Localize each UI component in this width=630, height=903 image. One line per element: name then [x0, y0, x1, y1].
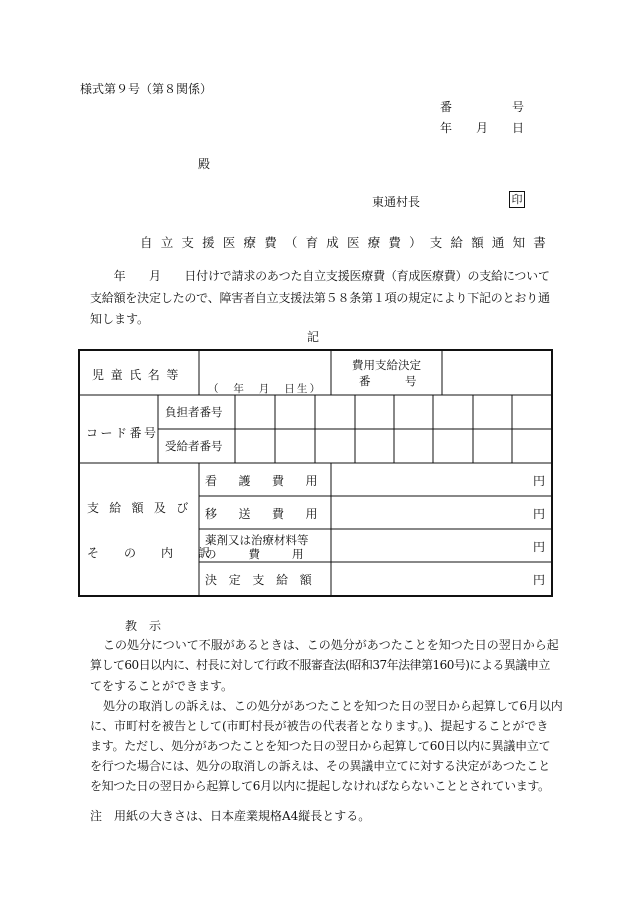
breakdown-label-1: 支給額及び — [87, 501, 199, 515]
nursing-cost-unit: 円 — [533, 474, 546, 488]
document-number-label: 番 号 — [440, 100, 525, 114]
decided-amount-unit: 円 — [533, 573, 546, 587]
notice-p2-line-5: を知つた日の翌日から起算して6月以内に提起しなければならないこととされています。 — [90, 779, 550, 793]
transport-cost-unit: 円 — [533, 507, 546, 521]
paper-size-note: 注 用紙の大きさは、日本産業規格A4縦長とする。 — [90, 809, 371, 823]
form-label: 様式第９号（第８関係） — [80, 82, 213, 96]
notice-p2-line-1: 処分の取消しの訴えは、この処分があつたことを知つた日の翌日から起算して6月以内 — [103, 699, 563, 713]
ki-label: 記 — [307, 330, 320, 344]
payer-number-label: 負担者番号 — [165, 405, 223, 419]
nursing-cost-label: 看護費用 — [205, 474, 340, 488]
breakdown-label-2: その内訳 — [87, 546, 236, 560]
cost-number-label-1: 費用支給決定 — [352, 358, 421, 372]
issuer-name: 東通村長 — [372, 195, 421, 209]
issue-date-label: 年 月 日 — [440, 121, 525, 135]
recipient-number-label: 受給者番号 — [165, 439, 223, 453]
intro-line-1: 年 月 日付けで請求のあつた自立支援医療費（育成医療費）の支給について — [90, 269, 550, 283]
cost-number-label-2: 番 号 — [359, 374, 417, 388]
child-name-label: 児童氏名等 — [92, 368, 186, 382]
notice-heading: 教 示 — [125, 619, 162, 633]
seal-mark: 印 — [509, 191, 525, 208]
medicine-cost-unit: 円 — [533, 540, 546, 554]
intro-line-3: 知します。 — [90, 312, 150, 326]
notice-p1-line-1: この処分について不服があるときは、この処分があつたことを知つた日の翌日から起 — [103, 638, 559, 652]
notice-p1-line-2: 算して60日以内に、村長に対して行政不服審査法(昭和37年法律第160号)による異議申立 — [90, 658, 550, 672]
transport-cost-label: 移送費用 — [205, 507, 340, 521]
addressee-suffix: 殿 — [198, 157, 211, 171]
notice-p1-line-3: てをすることができます。 — [90, 679, 234, 693]
notice-p2-line-4: を行つた場合には、処分の取消しの訴えは、その異議申立てに対する決定があつたこと — [90, 759, 551, 773]
birth-date-label: （ 年 月 日生） — [208, 383, 323, 395]
medicine-cost-label-2: の費用 — [205, 547, 336, 561]
notice-p2-line-3: ます。ただし、処分があつたことを知つた日の翌日から起算して60日以内に異議申立て — [90, 739, 551, 753]
notice-p2-line-2: に、市町村を被告として(市町村長が被告の代表者となります。)、提起することができ — [90, 719, 549, 733]
intro-line-2: 支給額を決定したので、障害者自立支援法第５８条第１項の規定により下記のとおり通 — [90, 291, 550, 305]
document-title: 自立支援医療費（育成医療費）支給額通知書 — [140, 235, 555, 250]
code-number-label: コード番号 — [86, 426, 159, 440]
medicine-cost-label-1: 薬剤又は治療材料等 — [205, 533, 309, 547]
decided-amount-label: 決定支給額 — [205, 573, 324, 587]
